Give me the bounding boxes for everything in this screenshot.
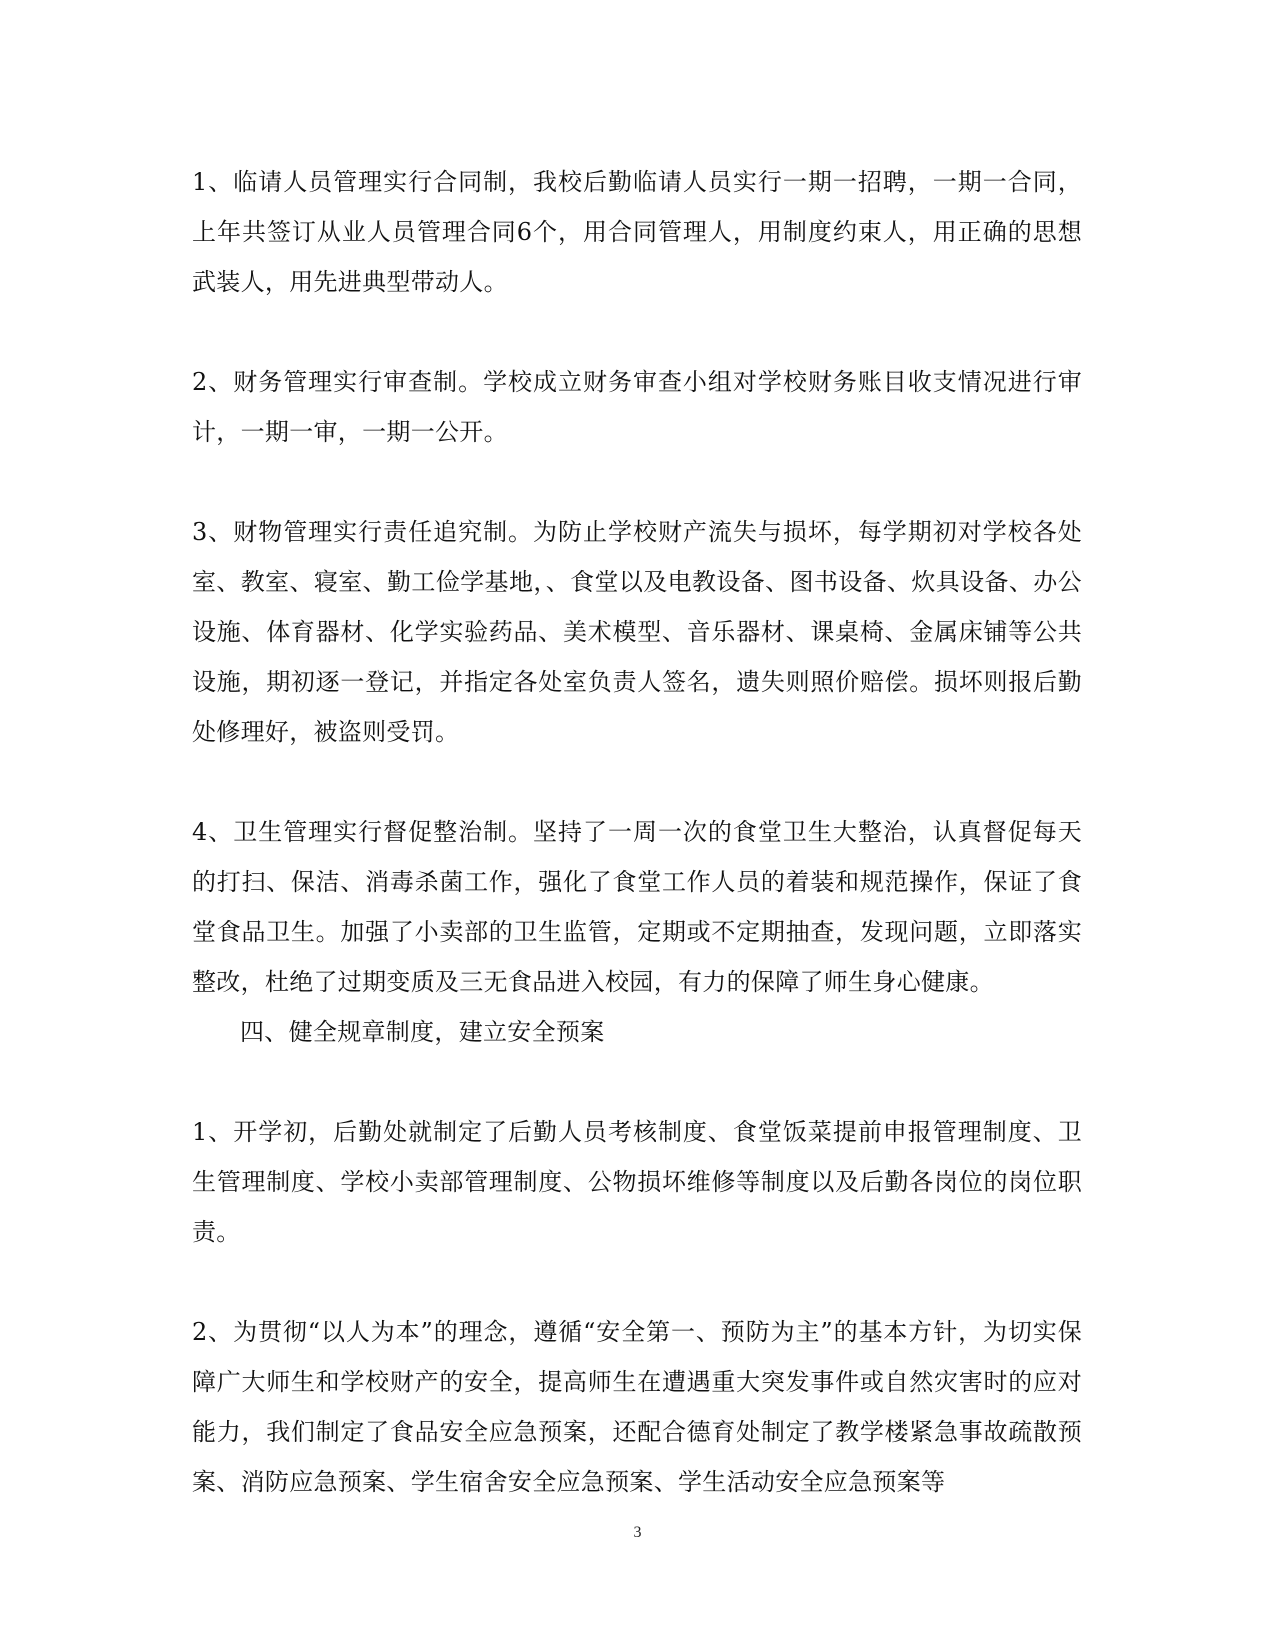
page-number: 3 xyxy=(633,1524,642,1541)
paragraph-hygiene-management: 4、卫生管理实行督促整治制。坚持了一周一次的食堂卫生大整治，认真督促每天的打扫、保洁、消毒杀菌工作，强化了食堂工作人员的着装和规范操作，保证了食堂食品卫生。加强了小卖部的卫生监管，定期或不定期抽查，发现问题，立即落实整改，杜绝了过期变质及三无食品进入校园，有力的保障了师生身心健康。 xyxy=(192,818,1082,996)
paragraph-spacer xyxy=(192,1057,1082,1107)
paragraph-rules-established: 1、开学初，后勤处就制定了后勤人员考核制度、食堂饭菜提前申报管理制度、卫生管理制度、学校小卖部管理制度、公物损坏维修等制度以及后勤各岗位的岗位职责。 xyxy=(192,1118,1082,1246)
paragraph-spacer xyxy=(192,307,1082,357)
document-body xyxy=(192,157,1082,1507)
section-heading-four: 四、健全规章制度，建立安全预案 xyxy=(240,1018,605,1046)
paragraph-contract-system: 1、临请人员管理实行合同制，我校后勤临请人员实行一期一招聘，一期一合同，上年共签订从业人员管理合同6个，用合同管理人，用制度约束人，用正确的思想武装人，用先进典型带动人。 xyxy=(192,168,1082,296)
paragraph-spacer xyxy=(192,457,1082,507)
paragraph-spacer xyxy=(192,1257,1082,1307)
paragraph-finance-audit: 2、财务管理实行审查制。学校成立财务审查小组对学校财务账目收支情况进行审计，一期一审，一期一公开。 xyxy=(192,368,1082,446)
paragraph-spacer xyxy=(192,757,1082,807)
paragraph-property-responsibility: 3、财物管理实行责任追究制。为防止学校财产流失与损坏，每学期初对学校各处室、教室、寝室、勤工俭学基地，、食堂以及电教设备、图书设备、炊具设备、办公设施、体育器材、化学实验药品、美术模型、音乐器材、课桌椅、金属床铺等公共设施，期初逐一登记，并指定各处室负责人签名，遗失则照价赔偿。损坏则报后勤处修理好，被盗则受罚。 xyxy=(192,518,1082,746)
paragraph-emergency-plans: 2、为贯彻“以人为本”的理念，遵循“安全第一、预防为主”的基本方针，为切实保障广大师生和学校财产的安全，提高师生在遭遇重大突发事件或自然灾害时的应对能力，我们制定了食品安全应急预案，还配合德育处制定了教学楼紧急事故疏散预案、消防应急预案、学生宿舍安全应急预案、学生活动安全应急预案等 xyxy=(192,1318,1082,1496)
